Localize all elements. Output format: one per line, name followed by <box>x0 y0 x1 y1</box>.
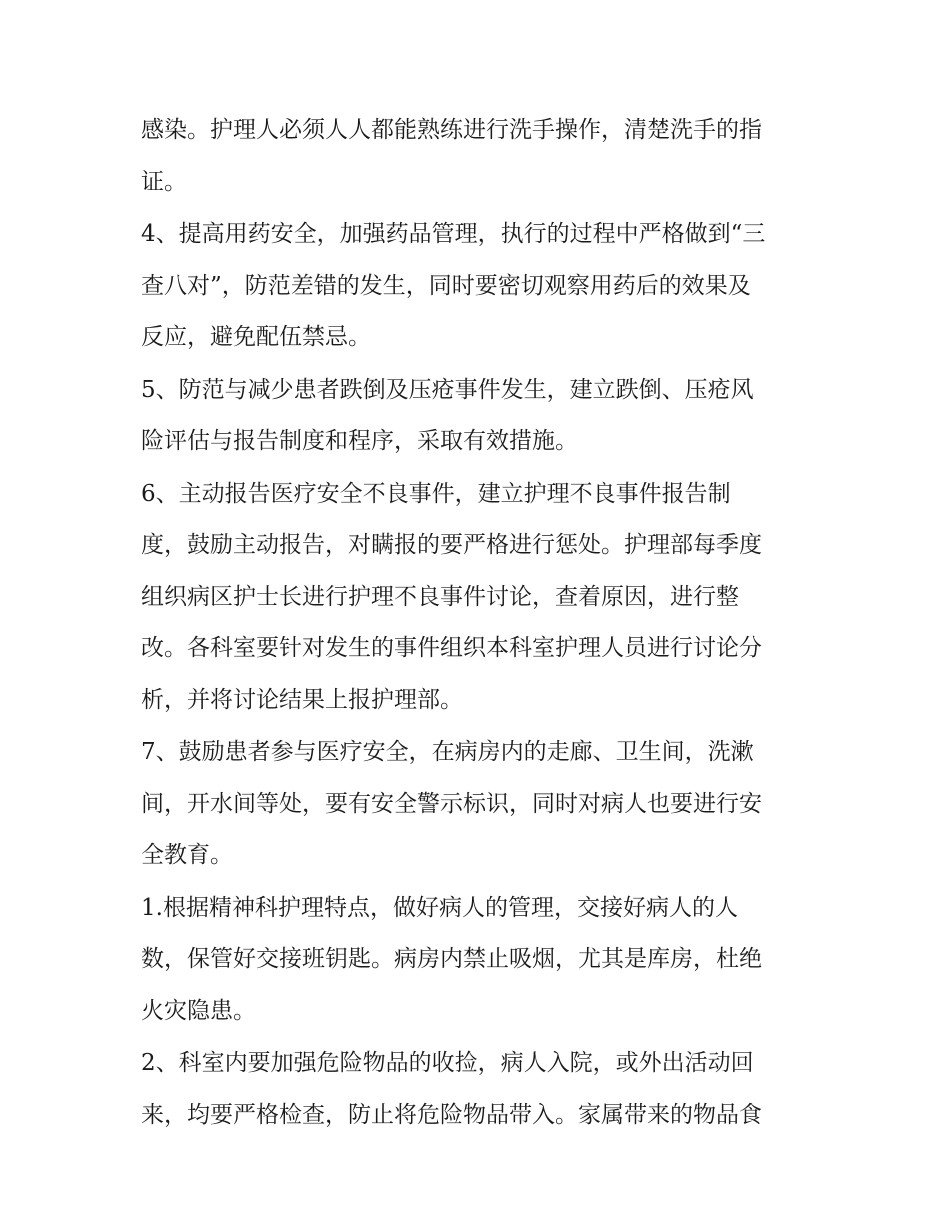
text-line: 全教育。 <box>141 842 233 868</box>
paragraph-item-2-dangerous-items <box>141 1038 813 1141</box>
paragraph-item-4-medication-safety <box>141 209 813 364</box>
text-line: 间，开水间等处，要有安全警示标识，同时对病人也要进行安 <box>141 790 762 817</box>
text-line: 来，均要严格检查，防止将危险物品带入。家属带来的物品食 <box>141 1101 762 1128</box>
text-line: 感染。护理人必须人人都能熟练进行洗手操作，清楚洗手的指 <box>141 117 762 143</box>
text-line: 数，保管好交接班钥匙。病房内禁止吸烟，尤其是库房，杜绝 <box>141 946 762 972</box>
text-line: 火灾隐患。 <box>141 997 256 1024</box>
paragraph-item-1-psychiatric-care <box>141 883 813 1038</box>
text-line: 4、提高用药安全，加强药品管理，执行的过程中严格做到“三 <box>141 221 766 247</box>
text-line: 改。各科室要针对发生的事件组织本科室护理人员进行讨论分 <box>141 635 762 661</box>
text-line: 5、防范与减少患者跌倒及压疮事件发生，建立跌倒、压疮风 <box>141 376 754 403</box>
text-line: 2、科室内要加强危险物品的收捡，病人入院，或外出活动回 <box>141 1050 754 1076</box>
document-body <box>141 105 813 1142</box>
text-line: 反应，避免配伍禁忌。 <box>141 324 371 350</box>
text-line: 度，鼓励主动报告，对瞒报的要严格进行惩处。护理部每季度 <box>141 532 762 558</box>
text-line: 查八对”，防范差错的发生，同时要密切观察用药后的效果及 <box>141 272 751 299</box>
text-line: 组织病区护士长进行护理不良事件讨论，查着原因，进行整 <box>141 583 739 610</box>
text-line: 7、鼓励患者参与医疗安全，在病房内的走廊、卫生间，洗漱 <box>141 739 754 765</box>
text-line: 证。 <box>141 168 187 195</box>
text-line: 险评估与报告制度和程序，采取有效措施。 <box>141 428 578 454</box>
paragraph-item-6-adverse-event-reporting <box>141 469 813 727</box>
paragraph-item-5-fall-prevention <box>141 365 813 468</box>
text-line: 6、主动报告医疗安全不良事件，建立护理不良事件报告制 <box>141 480 731 507</box>
paragraph-item-7-patient-participation <box>141 727 813 882</box>
text-line: 析，并将讨论结果上报护理部。 <box>141 686 463 713</box>
text-line: 1.根据精神科护理特点，做好病人的管理，交接好病人的人 <box>141 894 738 921</box>
paragraph-hand-hygiene-continued <box>141 105 813 208</box>
